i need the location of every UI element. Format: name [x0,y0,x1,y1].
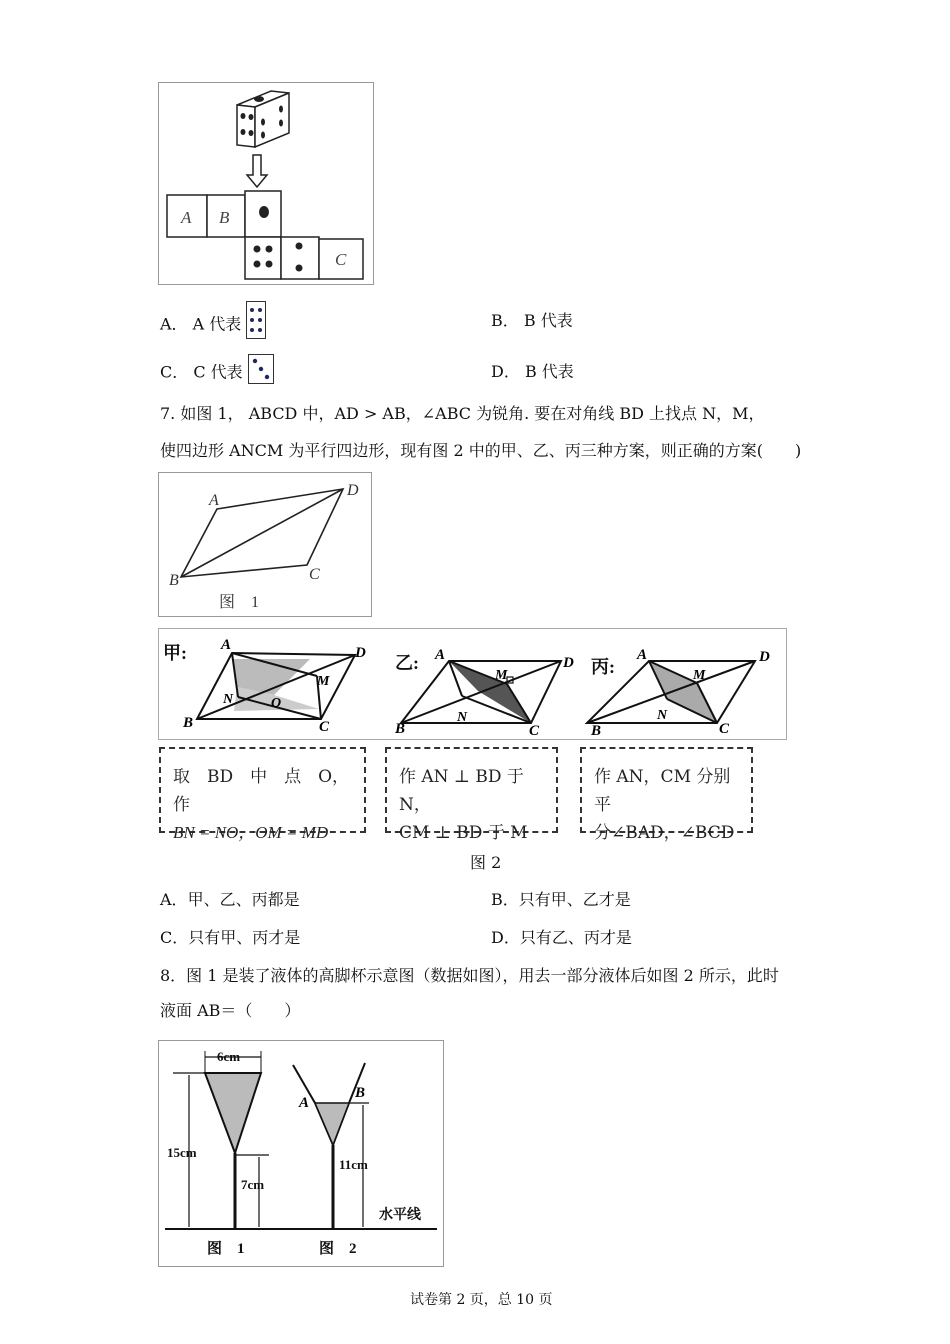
scheme-yi-line1: 作 AN ⊥ BD 于 N， [399,767,524,815]
scheme-jia-line1: 取 BD 中 点 O， 作 [173,767,358,815]
bing-label-d: D [759,649,770,665]
fig1-caption: 图 1 [219,594,260,611]
yi-label-b: B [395,721,406,737]
panel-jia-tag: 甲: [163,643,187,663]
goblet-figure [158,1040,444,1267]
caption-fig2: 图 2 [319,1241,357,1257]
q6-option-a: A． A 代表 [160,311,266,339]
bing-label-a: A [637,647,648,663]
fig1-label-c: C [309,566,320,583]
q7-option-d: D．只有乙、丙才是 [491,928,632,947]
label-7cm: 7cm [241,1177,265,1192]
yi-label-d: D [563,655,574,671]
q7-option-b: B．只有甲、乙才是 [491,890,631,909]
bing-label-m: M [693,668,706,683]
jia-label-n: N [223,692,234,707]
label-b: B [355,1085,366,1101]
q7-stem-line1: 7. 如图 1， ABCD 中，AD > AB，∠ABC 为锐角. 要在对角线 BD 上找点 N，M， [160,404,765,423]
parallelogram-figure-1 [158,472,372,617]
yi-label-c: C [529,723,540,739]
jia-label-o: O [271,696,282,711]
jia-label-a: A [221,637,232,653]
fig1-label-d: D [347,482,359,499]
label-11cm: 11cm [339,1157,368,1172]
jia-label-d: D [355,645,366,661]
yi-label-m: M [495,668,508,683]
fig1-label-a: A [209,492,219,509]
label-ground: 水平线 [379,1208,421,1223]
jia-label-c: C [319,719,330,735]
net-label-c: C [335,250,347,269]
scheme-bing-line2: 分∠BAD，∠BCD [594,823,735,843]
q6-option-d: D． B 代表 [491,362,574,381]
three-dots-dice-icon [248,354,274,384]
q7-option-c: C．只有甲、丙才是 [160,928,301,947]
panel-yi-tag: 乙: [395,653,419,673]
page-footer: 试卷第 2 页，总 10 页 [410,1292,553,1308]
bing-label-n: N [657,708,668,723]
label-15cm: 15cm [167,1145,197,1160]
label-6cm: 6cm [217,1049,241,1064]
scheme-box-jia [159,747,366,842]
bing-label-b: B [591,723,602,739]
yi-label-n: N [457,710,468,725]
scheme-jia-line2: BN = NO，OM = MD [173,823,329,842]
jia-label-m: M [317,674,330,689]
die-net-figure [158,82,374,285]
q7-stem-line2: 使四边形 ANCM 为平行四边形，现有图 2 中的甲、乙、丙三种方案，则正确的方案( ) [160,441,802,460]
scheme-box-bing [580,747,753,843]
label-a: A [299,1095,310,1111]
yi-label-a: A [435,647,446,663]
net-label-a: A [181,208,192,227]
scheme-bing-line1: 作 AN，CM 分别平 [594,767,731,815]
scheme-panels-figure [158,628,787,740]
panel-bing-tag: 丙: [591,657,615,677]
scheme-box-yi [385,747,558,843]
q6-option-c: C． C 代表 [160,362,274,384]
q6-option-b: B． B 代表 [491,311,573,330]
q8-stem-line2: 液面 AB＝（ ） [160,1001,301,1020]
q8-stem-line1: 8．图 1 是装了液体的高脚杯示意图（数据如图），用去一部分液体后如图 2 所示，此时 [160,966,779,985]
caption-fig1: 图 1 [207,1241,245,1257]
jia-label-b: B [183,715,194,731]
fig1-label-b: B [169,572,179,589]
q7-option-a: A．甲、乙、丙都是 [160,890,300,909]
scheme-yi-line2: CM ⊥ BD 于 M [399,823,528,843]
bing-label-c: C [719,721,730,737]
six-dots-dice-icon [246,301,266,339]
net-label-b: B [219,208,230,227]
fig2-caption: 图 2 [470,853,502,872]
